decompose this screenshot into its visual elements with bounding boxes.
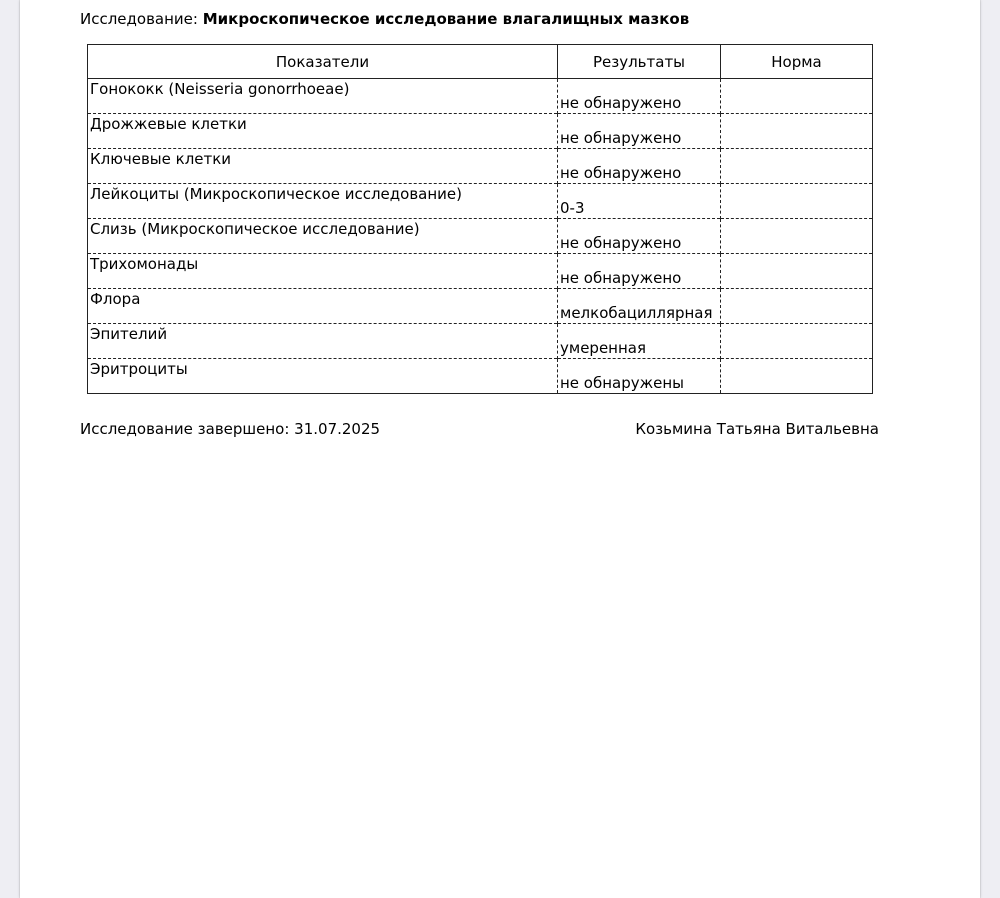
result-cell: не обнаружено (558, 254, 721, 289)
norm-cell (721, 324, 873, 359)
table-row (88, 114, 873, 149)
study-title-line (80, 9, 689, 29)
result-cell: не обнаружено (558, 79, 721, 114)
table-row (88, 184, 873, 219)
result-cell: 0-3 (558, 184, 721, 219)
indicator-cell: Слизь (Микроскопическое исследование) (88, 219, 558, 254)
doctor-name: Козьмина Татьяна Витальевна (635, 420, 879, 438)
table-row (88, 324, 873, 359)
norm-cell (721, 254, 873, 289)
header-results: Результаты (558, 45, 721, 79)
table-row (88, 219, 873, 254)
indicator-cell: Эритроциты (88, 359, 558, 394)
document-page (20, 0, 980, 898)
study-title: Микроскопическое исследование влагалищных мазков (202, 10, 690, 28)
header-norm: Норма (721, 45, 873, 79)
results-table (87, 44, 873, 394)
header-indicators: Показатели (88, 45, 558, 79)
result-cell: не обнаружены (558, 359, 721, 394)
result-cell: мелкобациллярная (558, 289, 721, 324)
indicator-cell: Флора (88, 289, 558, 324)
indicator-cell: Лейкоциты (Микроскопическое исследование) (88, 184, 558, 219)
norm-cell (721, 219, 873, 254)
indicator-cell: Дрожжевые клетки (88, 114, 558, 149)
table-row (88, 149, 873, 184)
completion-date: Исследование завершено: 31.07.2025 (80, 420, 381, 438)
norm-cell (721, 289, 873, 324)
indicator-cell: Эпителий (88, 324, 558, 359)
result-cell: умеренная (558, 324, 721, 359)
norm-cell (721, 114, 873, 149)
norm-cell (721, 184, 873, 219)
table-row (88, 254, 873, 289)
norm-cell (721, 79, 873, 114)
result-cell: не обнаружено (558, 219, 721, 254)
indicator-cell: Ключевые клетки (88, 149, 558, 184)
indicator-cell: Гонококк (Neisseria gonorrhoeae) (88, 79, 558, 114)
norm-cell (721, 359, 873, 394)
norm-cell (721, 149, 873, 184)
table-row (88, 79, 873, 114)
study-label: Исследование: (80, 10, 198, 28)
table-row (88, 359, 873, 394)
result-cell: не обнаружено (558, 149, 721, 184)
result-cell: не обнаружено (558, 114, 721, 149)
table-row (88, 289, 873, 324)
table-header-row (88, 45, 873, 79)
indicator-cell: Трихомонады (88, 254, 558, 289)
